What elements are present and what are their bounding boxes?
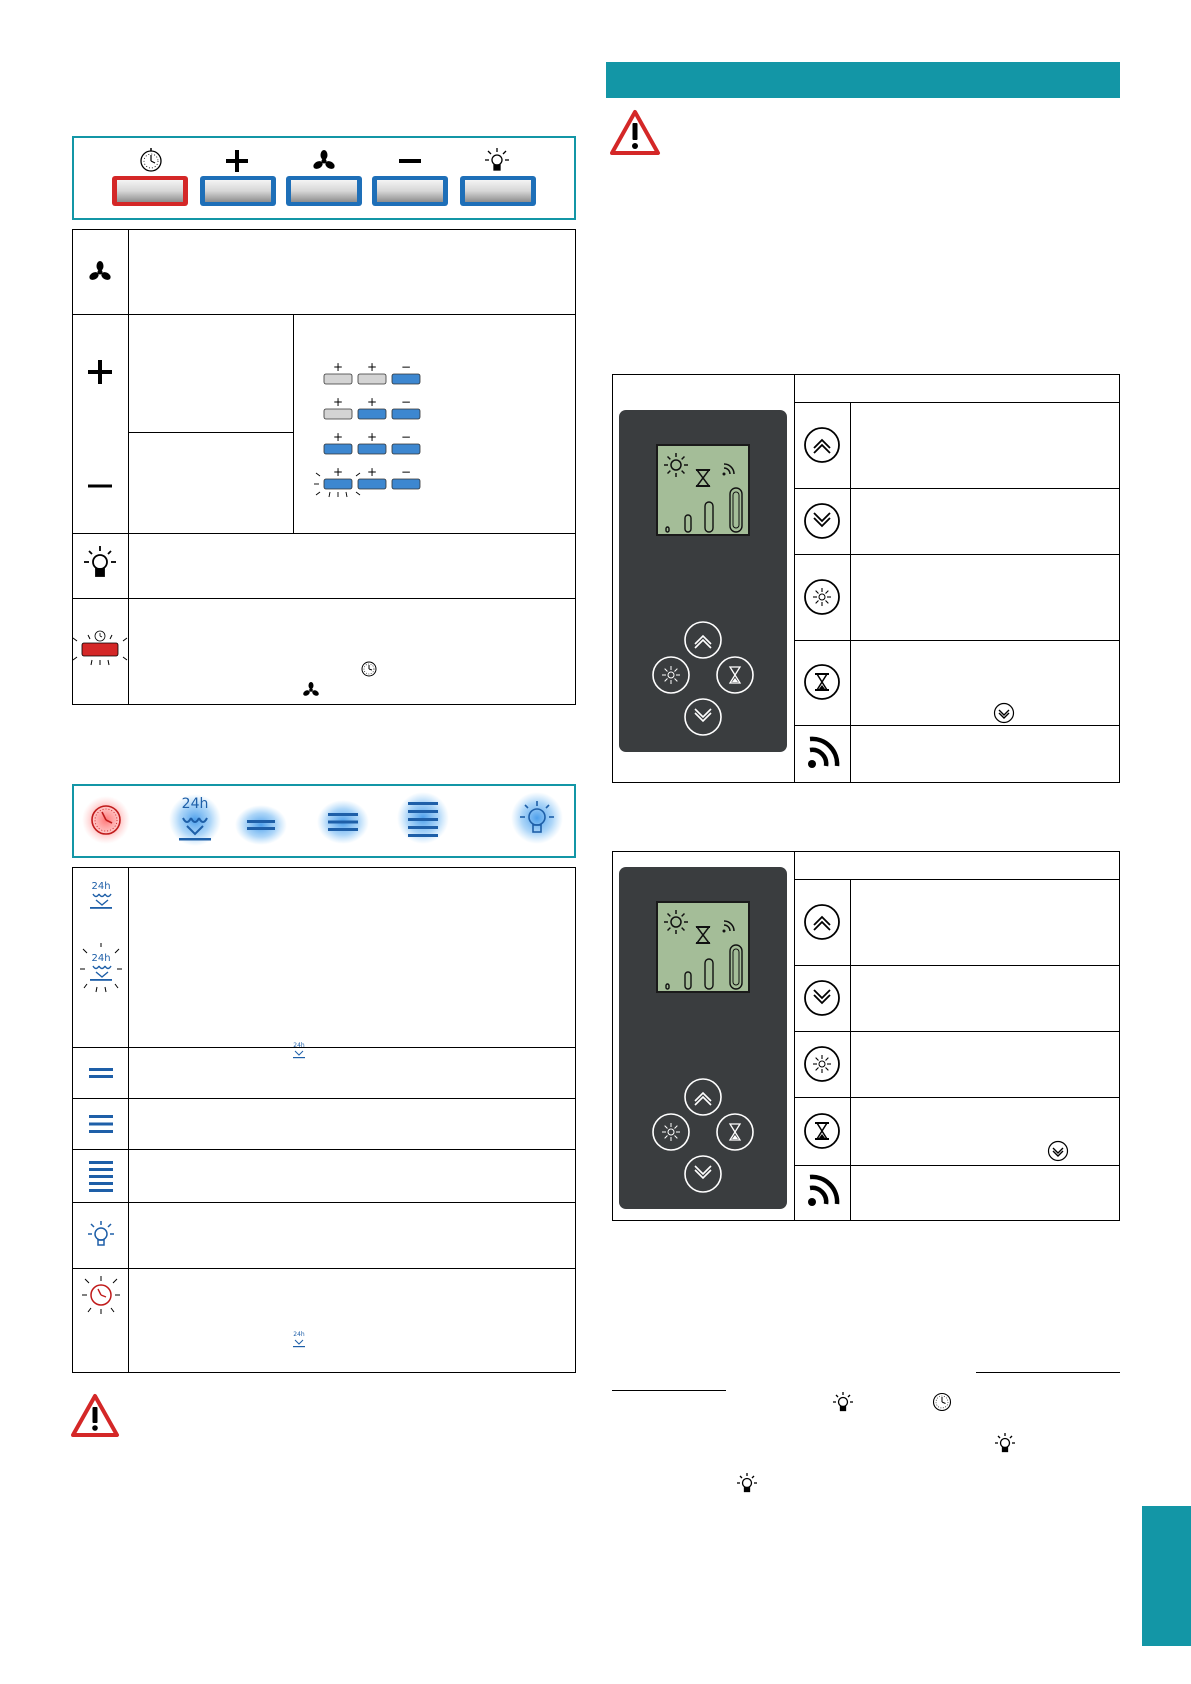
24h-icon	[90, 881, 112, 909]
speed-key-label: +	[366, 430, 378, 444]
timer-inline-icon	[362, 662, 376, 676]
24h-blink-icon-label: 24h	[91, 953, 111, 964]
section-header-bar	[606, 62, 1120, 98]
remote-keys-2	[794, 879, 851, 1221]
up-arrow-icon	[805, 905, 839, 939]
timer-inline-icon	[931, 1391, 953, 1413]
speed-2-led	[317, 800, 369, 844]
plus-icon	[88, 360, 112, 384]
hourglass-icon	[805, 1114, 839, 1148]
side-tab	[1142, 1506, 1191, 1646]
svg-text:24h: 24h	[293, 1042, 305, 1049]
24h-led	[169, 794, 221, 846]
speed-key-label: −	[400, 395, 412, 409]
remote-keys-1	[794, 402, 851, 783]
light-icon	[805, 1047, 839, 1081]
down-arrow-inline-icon	[993, 702, 1015, 724]
speed-key-label: −	[400, 360, 412, 374]
speed-key	[358, 444, 386, 454]
speed-key	[358, 374, 386, 384]
plus-button[interactable]	[200, 176, 276, 206]
minus-icon	[399, 159, 421, 163]
control-panel-art	[72, 136, 576, 220]
speed-key	[324, 479, 352, 489]
fan-button[interactable]	[286, 176, 362, 206]
down-arrow-icon	[805, 504, 839, 538]
light-icon	[485, 148, 509, 170]
remote-lcd	[657, 445, 749, 535]
light-led	[511, 792, 563, 844]
speed-key	[392, 479, 420, 489]
warning-icon	[610, 110, 660, 156]
24h-led-label: 24h	[181, 796, 209, 812]
24h-blink-icon	[80, 943, 122, 992]
24h-inline-icon	[293, 1042, 305, 1058]
speed-key-label: +	[332, 430, 344, 444]
light-icon	[88, 1221, 114, 1245]
remote-control-2	[619, 867, 787, 1209]
light-button[interactable]	[460, 176, 536, 206]
speed-key-label: +	[332, 395, 344, 409]
light-inline-icon	[736, 1473, 758, 1495]
speed-key	[392, 409, 420, 419]
timer-blink-icon	[82, 1276, 120, 1314]
timer-button-icon	[73, 631, 127, 665]
fan-icon	[312, 150, 336, 171]
speed-key	[324, 374, 352, 384]
svg-text:24h: 24h	[293, 1331, 305, 1338]
speed-states	[300, 356, 500, 506]
led-table-icons	[72, 867, 576, 1373]
hourglass-icon	[805, 665, 839, 699]
minus-icon	[88, 485, 112, 488]
speed-state-row	[324, 360, 420, 384]
speed-key	[324, 444, 352, 454]
speed-key	[358, 409, 386, 419]
speed-state-row	[324, 430, 420, 454]
remote-control-1	[619, 410, 787, 752]
blink-ray	[356, 473, 360, 476]
light-inline-icon	[832, 1392, 854, 1414]
speed-key-label: +	[332, 465, 344, 479]
timer-led	[82, 796, 130, 844]
down-arrow-icon	[805, 981, 839, 1015]
up-arrow-icon	[805, 428, 839, 462]
blink-ray	[316, 492, 320, 495]
plus-icon	[226, 150, 248, 172]
indicator-panel-art	[72, 784, 576, 858]
24h-inline-icon	[293, 1331, 305, 1347]
blink-ray	[316, 473, 320, 476]
minus-button[interactable]	[372, 176, 448, 206]
remote-lcd	[657, 902, 749, 992]
speed-state-row	[324, 395, 420, 419]
blink-ray	[346, 492, 347, 497]
24h-icon-label: 24h	[91, 881, 111, 892]
light-icon	[84, 546, 116, 576]
signal-icon	[808, 1177, 837, 1206]
speed-key	[358, 479, 386, 489]
speed-key-label: −	[400, 430, 412, 444]
fan-inline-icon	[302, 682, 320, 697]
speed-key-label: +	[366, 395, 378, 409]
speed-3-led	[397, 792, 449, 844]
down-arrow-inline-icon	[1047, 1140, 1069, 1162]
speed-key	[324, 409, 352, 419]
speed-key-label: +	[366, 360, 378, 374]
blink-ray	[356, 492, 360, 495]
blink-ray	[329, 492, 330, 497]
warning-icon	[71, 1394, 119, 1438]
timer-icon	[141, 148, 161, 171]
light-icon	[805, 580, 839, 614]
signal-icon	[808, 739, 837, 768]
speed-key	[392, 444, 420, 454]
speed-key-label: +	[366, 465, 378, 479]
speed-key-label: −	[400, 465, 412, 479]
speed-key	[392, 374, 420, 384]
fan-icon	[88, 261, 112, 282]
speed-2-icon	[89, 1115, 113, 1133]
speed-1-led	[235, 805, 287, 845]
speed-state-row	[314, 465, 420, 497]
timer-button[interactable]	[112, 176, 188, 206]
light-inline-icon	[994, 1433, 1016, 1455]
speed-1-icon	[89, 1068, 113, 1078]
speed-key-label: +	[332, 360, 344, 374]
speed-3-icon	[89, 1161, 113, 1192]
